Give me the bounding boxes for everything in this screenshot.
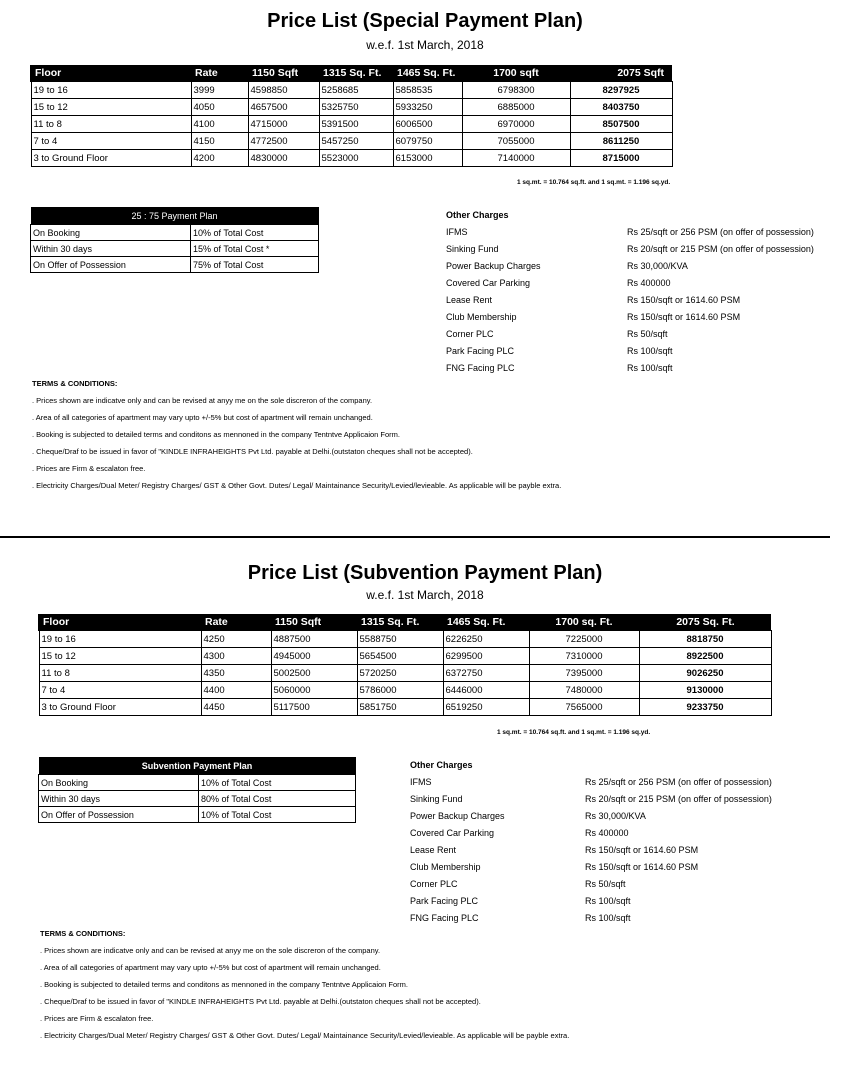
table-row <box>39 807 356 823</box>
table-row <box>31 99 672 116</box>
table-cell: 3 to Ground Floor <box>39 699 201 716</box>
table-cell: On Offer of Possession <box>31 257 191 273</box>
table-cell: 5858535 <box>393 82 462 99</box>
table-cell: 8922500 <box>639 648 771 665</box>
table-cell: 6006500 <box>393 116 462 133</box>
list-item <box>446 244 836 261</box>
column-header: 1700 sq. Ft. <box>529 614 639 631</box>
table-cell: 7055000 <box>462 133 570 150</box>
list-item <box>410 828 830 845</box>
table-row <box>39 775 356 791</box>
other-charges <box>446 210 836 380</box>
charge-value: Rs 100/sqft <box>627 346 673 356</box>
table-cell: 7395000 <box>529 665 639 682</box>
charge-label: Covered Car Parking <box>446 278 531 288</box>
table-cell: 7225000 <box>529 631 639 648</box>
table-cell: 4300 <box>201 648 271 665</box>
table-cell: 3999 <box>191 82 248 99</box>
charge-label: Lease Rent <box>446 295 493 305</box>
table-cell: 7480000 <box>529 682 639 699</box>
table-cell: 8403750 <box>570 99 672 116</box>
conversion-note: 1 sq.mt. = 10.764 sq.ft. and 1 sq.mt. = 1.196 sq.yd. <box>517 179 671 186</box>
column-header: 1315 Sq. Ft. <box>357 614 443 631</box>
table-cell: 6970000 <box>462 116 570 133</box>
payment-plan-table <box>38 757 356 823</box>
table-cell: 11 to 8 <box>31 116 191 133</box>
table-cell: 7310000 <box>529 648 639 665</box>
charge-value: Rs 20/sqft or 215 PSM (on offer of possession) <box>585 794 772 804</box>
table-cell: 8507500 <box>570 116 672 133</box>
section-divider <box>0 536 830 538</box>
table-cell: 6299500 <box>443 648 529 665</box>
charge-label: FNG Facing PLC <box>410 913 479 923</box>
table-row <box>31 116 672 133</box>
charge-value: Rs 100/sqft <box>585 896 631 906</box>
price-table-subvention <box>38 614 772 716</box>
table-cell: 7 to 4 <box>31 133 191 150</box>
table-cell: 5002500 <box>271 665 357 682</box>
table-row <box>39 682 771 699</box>
list-item <box>410 811 830 828</box>
list-item <box>410 777 830 794</box>
charge-value: Rs 30,000/KVA <box>627 261 688 271</box>
other-charges-title: Other Charges <box>446 210 509 220</box>
column-header: Rate <box>191 65 248 82</box>
price-table-special <box>30 65 673 167</box>
table-cell: 9026250 <box>639 665 771 682</box>
list-item <box>410 794 830 811</box>
table-cell: 10% of Total Cost <box>199 807 356 823</box>
table-cell: 8611250 <box>570 133 672 150</box>
terms-and-conditions <box>40 929 830 1048</box>
table-cell: 8715000 <box>570 150 672 167</box>
table-cell: 5720250 <box>357 665 443 682</box>
list-item: . Cheque/Draf to be issued in favor of "KINDLE INFRAHEIGHTS Pvt Ltd. payable at Delhi.(outstaton cheques shall not be accepted). <box>32 447 473 456</box>
charge-label: Sinking Fund <box>410 794 463 804</box>
table-header-row <box>39 614 771 631</box>
table-cell: 6798300 <box>462 82 570 99</box>
table-cell: 3 to Ground Floor <box>31 150 191 167</box>
column-header: Floor <box>39 614 201 631</box>
list-item: . Booking is subjected to detailed terms and conditons as mennoned in the company Tentntve Applicaion Form. <box>32 430 400 439</box>
table-row <box>39 791 356 807</box>
table-cell: 4772500 <box>248 133 319 150</box>
charge-value: Rs 150/sqft or 1614.60 PSM <box>627 295 741 305</box>
charge-value: Rs 25/sqft or 256 PSM (on offer of possession) <box>627 227 814 237</box>
charge-label: Park Facing PLC <box>410 896 479 906</box>
table-cell: 5933250 <box>393 99 462 116</box>
list-item <box>446 312 836 329</box>
list-item: . Booking is subjected to detailed terms and conditons as mennoned in the company Tentntve Applicaion Form. <box>40 980 408 989</box>
table-cell: 9233750 <box>639 699 771 716</box>
table-cell: 4598850 <box>248 82 319 99</box>
charge-value: Rs 100/sqft <box>627 363 673 373</box>
table-cell: 5523000 <box>319 150 393 167</box>
list-item <box>410 896 830 913</box>
list-item <box>446 227 836 244</box>
list-item <box>446 329 836 346</box>
list-item <box>410 879 830 896</box>
table-cell: 5258685 <box>319 82 393 99</box>
column-header: 1465 Sq. Ft. <box>443 614 529 631</box>
table-cell: 8818750 <box>639 631 771 648</box>
table-cell: 8297925 <box>570 82 672 99</box>
charge-label: Sinking Fund <box>446 244 499 254</box>
table-row <box>31 225 319 241</box>
table-row <box>39 699 771 716</box>
table-cell: 6885000 <box>462 99 570 116</box>
table-cell: 4945000 <box>271 648 357 665</box>
table-cell: 7 to 4 <box>39 682 201 699</box>
terms-and-conditions <box>32 379 822 498</box>
effective-date: w.e.f. 1st March, 2018 <box>366 588 484 602</box>
table-cell: 4450 <box>201 699 271 716</box>
list-item <box>446 295 836 312</box>
list-item: . Electricity Charges/Dual Meter/ Registry Charges/ GST & Other Govt. Dutes/ Legal/ Maintainance Security/Levied/levieable. As applicable will be payble extra. <box>32 481 562 490</box>
charge-label: Covered Car Parking <box>410 828 495 838</box>
column-header: 2075 Sq. Ft. <box>639 614 771 631</box>
table-row <box>31 241 319 257</box>
payment-plan-title: Subvention Payment Plan <box>39 757 356 775</box>
list-item <box>446 346 836 363</box>
column-header: 1700 sqft <box>462 65 570 82</box>
table-row <box>31 82 672 99</box>
charge-value: Rs 400000 <box>585 828 629 838</box>
table-cell: 10% of Total Cost <box>199 775 356 791</box>
table-header-row <box>31 65 672 82</box>
table-cell: 6519250 <box>443 699 529 716</box>
charge-value: Rs 150/sqft or 1614.60 PSM <box>627 312 741 322</box>
table-cell: 5654500 <box>357 648 443 665</box>
table-cell: 5117500 <box>271 699 357 716</box>
table-cell: 15 to 12 <box>39 648 201 665</box>
charge-label: Power Backup Charges <box>446 261 541 271</box>
table-row <box>31 257 319 273</box>
table-cell: 4830000 <box>248 150 319 167</box>
column-header: 2075 Sqft <box>570 65 672 82</box>
table-cell: 4250 <box>201 631 271 648</box>
list-item: . Prices are Firm & escalaton free. <box>32 464 146 473</box>
table-cell: 4050 <box>191 99 248 116</box>
table-cell: 5391500 <box>319 116 393 133</box>
charge-label: Power Backup Charges <box>410 811 505 821</box>
column-header: Rate <box>201 614 271 631</box>
list-item <box>446 261 836 278</box>
charge-label: Club Membership <box>446 312 517 322</box>
list-item <box>446 363 836 380</box>
column-header: 1315 Sq. Ft. <box>319 65 393 82</box>
other-charges-title: Other Charges <box>410 760 473 770</box>
table-cell: 75% of Total Cost <box>191 257 319 273</box>
page-title-subvention: Price List (Subvention Payment Plan) <box>247 562 603 584</box>
list-item: . Prices are Firm & escalaton free. <box>40 1014 154 1023</box>
table-cell: 7140000 <box>462 150 570 167</box>
payment-plan-table <box>30 207 319 273</box>
table-cell: 5588750 <box>357 631 443 648</box>
table-cell: On Booking <box>39 775 199 791</box>
list-item: . Prices shown are indicatve only and can be revised at anyy me on the sole discreron of the company. <box>32 396 373 405</box>
list-item: . Area of all categories of apartment may vary upto +/-5% but cost of apartment will remain unchanged. <box>40 963 381 972</box>
table-cell: 6372750 <box>443 665 529 682</box>
table-cell: 6226250 <box>443 631 529 648</box>
list-item <box>410 862 830 879</box>
table-cell: On Offer of Possession <box>39 807 199 823</box>
charge-label: Corner PLC <box>446 329 494 339</box>
table-cell: 4150 <box>191 133 248 150</box>
list-item <box>410 913 830 930</box>
column-header: 1465 Sq. Ft. <box>393 65 462 82</box>
table-row <box>39 665 771 682</box>
table-cell: 19 to 16 <box>39 631 201 648</box>
list-item: . Electricity Charges/Dual Meter/ Registry Charges/ GST & Other Govt. Dutes/ Legal/ Maintainance Security/Levied/levieable. As applicable will be payble extra. <box>40 1031 570 1040</box>
charge-label: Park Facing PLC <box>446 346 515 356</box>
table-cell: Within 30 days <box>39 791 199 807</box>
column-header: 1150 Sqft <box>248 65 319 82</box>
table-row <box>31 133 672 150</box>
charge-value: Rs 20/sqft or 215 PSM (on offer of possession) <box>627 244 814 254</box>
table-cell: 4715000 <box>248 116 319 133</box>
table-cell: 7565000 <box>529 699 639 716</box>
charge-label: Club Membership <box>410 862 481 872</box>
table-row <box>39 631 771 648</box>
terms-title: TERMS & CONDITIONS: <box>40 929 126 938</box>
table-cell: 4350 <box>201 665 271 682</box>
table-cell: 5786000 <box>357 682 443 699</box>
table-cell: 6446000 <box>443 682 529 699</box>
charge-value: Rs 400000 <box>627 278 671 288</box>
charge-label: Lease Rent <box>410 845 457 855</box>
table-cell: 5060000 <box>271 682 357 699</box>
table-cell: 19 to 16 <box>31 82 191 99</box>
column-header: 1150 Sqft <box>271 614 357 631</box>
table-cell: 80% of Total Cost <box>199 791 356 807</box>
charge-value: Rs 50/sqft <box>627 329 668 339</box>
table-cell: 11 to 8 <box>39 665 201 682</box>
table-cell: 5457250 <box>319 133 393 150</box>
list-item <box>446 278 836 295</box>
table-cell: 15% of Total Cost * <box>191 241 319 257</box>
charge-value: Rs 30,000/KVA <box>585 811 646 821</box>
conversion-note: 1 sq.mt. = 10.764 sq.ft. and 1 sq.mt. = 1.196 sq.yd. <box>497 729 651 736</box>
charge-label: Corner PLC <box>410 879 458 889</box>
table-cell: 6079750 <box>393 133 462 150</box>
table-row <box>39 648 771 665</box>
payment-plan-title: 25 : 75 Payment Plan <box>31 207 319 225</box>
charge-value: Rs 150/sqft or 1614.60 PSM <box>585 862 699 872</box>
charge-value: Rs 25/sqft or 256 PSM (on offer of possession) <box>585 777 772 787</box>
table-cell: 4100 <box>191 116 248 133</box>
other-charges <box>410 760 830 930</box>
column-header: Floor <box>31 65 191 82</box>
table-cell: 5851750 <box>357 699 443 716</box>
page-title-special: Price List (Special Payment Plan) <box>267 10 583 32</box>
table-row <box>31 150 672 167</box>
charge-value: Rs 150/sqft or 1614.60 PSM <box>585 845 699 855</box>
charge-label: IFMS <box>410 777 432 787</box>
terms-title: TERMS & CONDITIONS: <box>32 379 118 388</box>
table-cell: 9130000 <box>639 682 771 699</box>
table-cell: 10% of Total Cost <box>191 225 319 241</box>
list-item <box>410 845 830 862</box>
list-item: . Prices shown are indicatve only and can be revised at anyy me on the sole discreron of the company. <box>40 946 381 955</box>
charge-label: IFMS <box>446 227 468 237</box>
table-cell: 6153000 <box>393 150 462 167</box>
table-cell: 4657500 <box>248 99 319 116</box>
charge-label: FNG Facing PLC <box>446 363 515 373</box>
table-cell: 5325750 <box>319 99 393 116</box>
table-cell: 4200 <box>191 150 248 167</box>
effective-date: w.e.f. 1st March, 2018 <box>366 38 484 52</box>
table-cell: 4887500 <box>271 631 357 648</box>
list-item: . Area of all categories of apartment may vary upto +/-5% but cost of apartment will remain unchanged. <box>32 413 373 422</box>
charge-value: Rs 100/sqft <box>585 913 631 923</box>
table-cell: On Booking <box>31 225 191 241</box>
table-cell: Within 30 days <box>31 241 191 257</box>
table-cell: 15 to 12 <box>31 99 191 116</box>
charge-value: Rs 50/sqft <box>585 879 626 889</box>
table-cell: 4400 <box>201 682 271 699</box>
list-item: . Cheque/Draf to be issued in favor of "KINDLE INFRAHEIGHTS Pvt Ltd. payable at Delhi.(outstaton cheques shall not be accepted). <box>40 997 481 1006</box>
